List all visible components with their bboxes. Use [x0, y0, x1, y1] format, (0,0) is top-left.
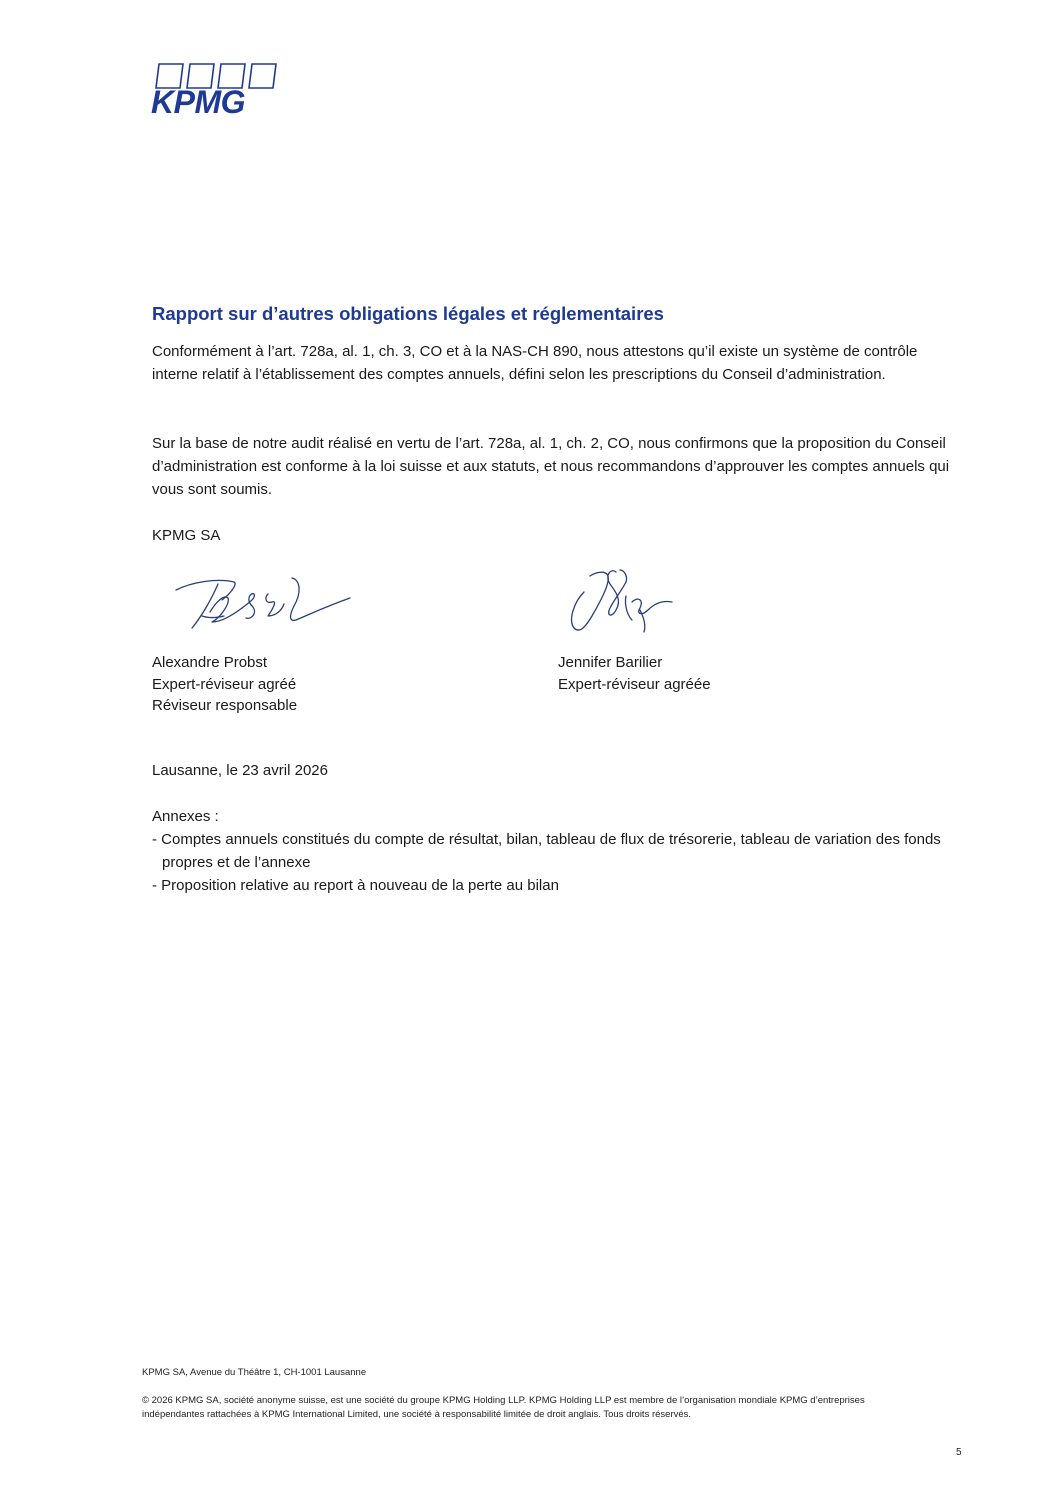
annexes-title: Annexes : [152, 808, 219, 825]
signer-name: Jennifer Barilier [558, 654, 663, 671]
signer-block-probst [152, 652, 297, 717]
signer-title: Expert-réviseur agréée [558, 675, 711, 693]
paragraph-internal-control: Conformément à l’art. 728a, al. 1, ch. 3, CO et à la NAS-CH 890, nous attestons qu’il existe un système de contrôle interne relatif à l’établissement des comptes annuels, défini selon les prescriptions du Conseil d’administration. [152, 343, 918, 383]
firm-name: KPMG SA [152, 527, 221, 544]
annex-item: - Comptes annuels constitués du compte de résultat, bilan, tableau de flux de trésorerie, tableau de variation des fonds propres et de l’annexe [152, 831, 941, 871]
footer-address: KPMG SA, Avenue du Théâtre 1, CH-1001 Lausanne [142, 1367, 367, 1378]
signer-role: Réviseur responsable [152, 697, 298, 714]
page-number: 5 [956, 1447, 962, 1458]
signature-probst [172, 572, 354, 638]
kpmg-logo [150, 62, 280, 116]
annex-item: - Proposition relative au report à nouveau de la perte au bilan [152, 877, 559, 894]
signer-name: Alexandre Probst [152, 654, 268, 671]
logo-box-4 [249, 64, 276, 88]
paragraph-audit-confirmation: Sur la base de notre audit réalisé en vertu de l’art. 728a, al. 1, ch. 2, CO, nous confirmons que la proposition du Conseil d’administration est conforme à la loi suisse et aux statuts, et nous recommandons d’approuver les comptes annuels qui vous sont soumis. [152, 435, 950, 498]
section-heading: Rapport sur d’autres obligations légales et réglementaires [152, 303, 664, 324]
svg-text:KPMG: KPMG [151, 84, 245, 116]
signer-title: Expert-réviseur agréé [152, 675, 297, 693]
footer-copyright: © 2026 KPMG SA, société anonyme suisse, est une société du groupe KPMG Holding LLP. KPMG Holding LLP est membre de l’organisation mondiale KPMG d’entreprises indépendantes rattachées à KPMG International Limited, une société à responsabilité limitée de droit anglais. Tous droits réservés. [142, 1395, 865, 1420]
annexes-section [152, 805, 972, 897]
signature-barilier [566, 562, 678, 640]
place-date: Lausanne, le 23 avril 2026 [152, 762, 328, 779]
signer-block-barilier [558, 652, 711, 695]
